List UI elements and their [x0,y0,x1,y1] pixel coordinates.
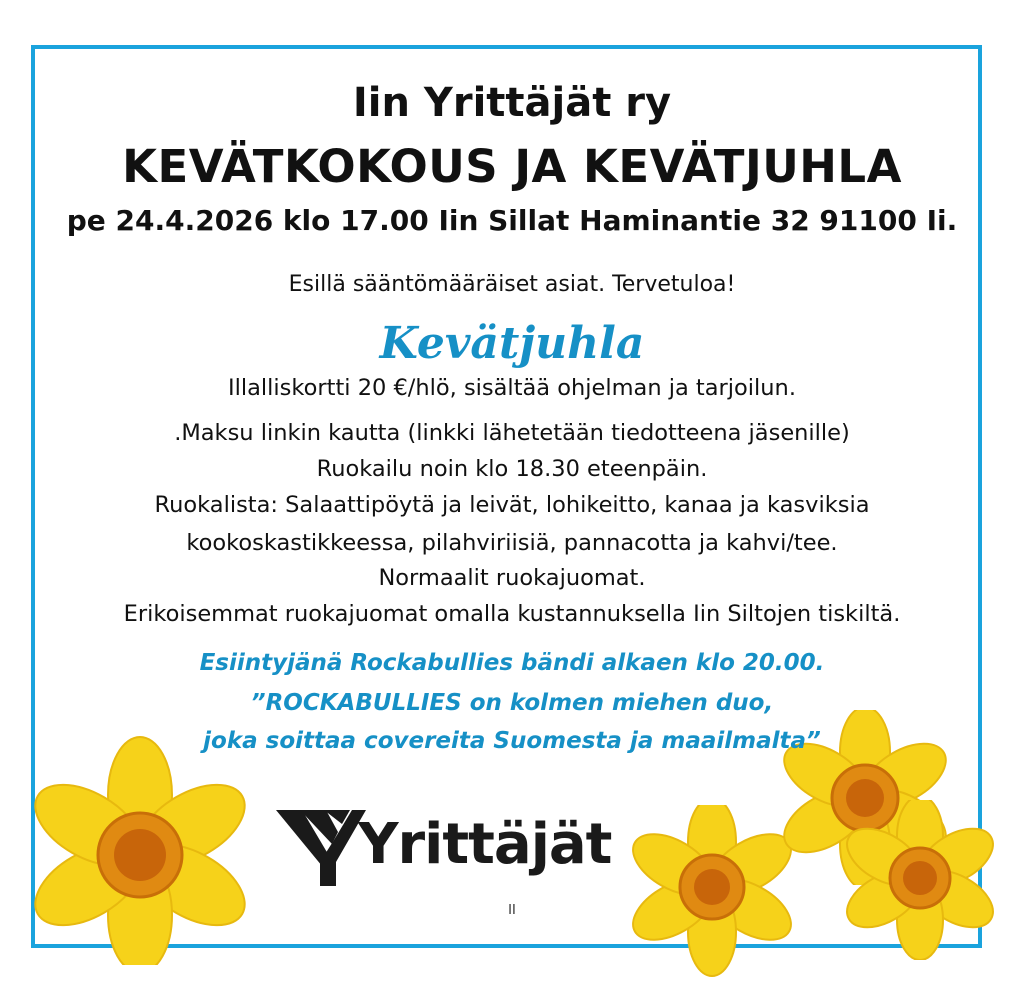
detail-line: Illalliskortti 20 €/hlö, sisältää ohjelman ja tarjoilun. [228,375,796,401]
yrittajat-logo [276,806,612,888]
performer-line: Esiintyjänä Rockabullies bändi alkaen klo 20.00. [199,650,825,676]
section-title: Kevätjuhla [379,318,645,369]
daffodil-flower-mid [630,805,800,980]
performer-line: ”ROCKABULLIES on kolmen miehen duo, [250,690,774,716]
logo-text: Yrittäjät [358,812,612,877]
detail-line: Erikoisemmat ruokajuomat omalla kustannuksella Iin Siltojen tiskiltä. [123,601,901,627]
intro-text: Esillä sääntömääräiset asiat. Tervetuloa! [288,272,736,297]
event-date-location: pe 24.4.2026 klo 17.00 Iin Sillat Haminantie 32 91100 Ii. [66,204,958,237]
detail-line: Ruokailu noin klo 18.30 eteenpäin. [316,456,708,482]
detail-line: .Maksu linkin kautta (linkki lähetetään tiedotteena jäsenille) [174,420,850,446]
yrittajat-logo-mark-icon [276,806,366,888]
daffodil-flower-left [30,735,250,965]
event-title: KEVÄTKOKOUS JA KEVÄTJUHLA [122,140,902,193]
footer-mark: II [508,903,516,918]
detail-line: Normaalit ruokajuomat. [378,565,646,591]
performer-line: joka soittaa covereita Suomesta ja maailmalta” [203,728,821,754]
daffodil-flower-right-bottom [845,800,1010,960]
detail-line: Ruokalista: Salaattipöytä ja leivät, lohikeitto, kanaa ja kasviksia [154,492,870,518]
detail-line: kookoskastikkeessa, pilahviriisiä, pannacotta ja kahvi/tee. [186,530,838,556]
organizer-title: Iin Yrittäjät ry [352,80,672,126]
